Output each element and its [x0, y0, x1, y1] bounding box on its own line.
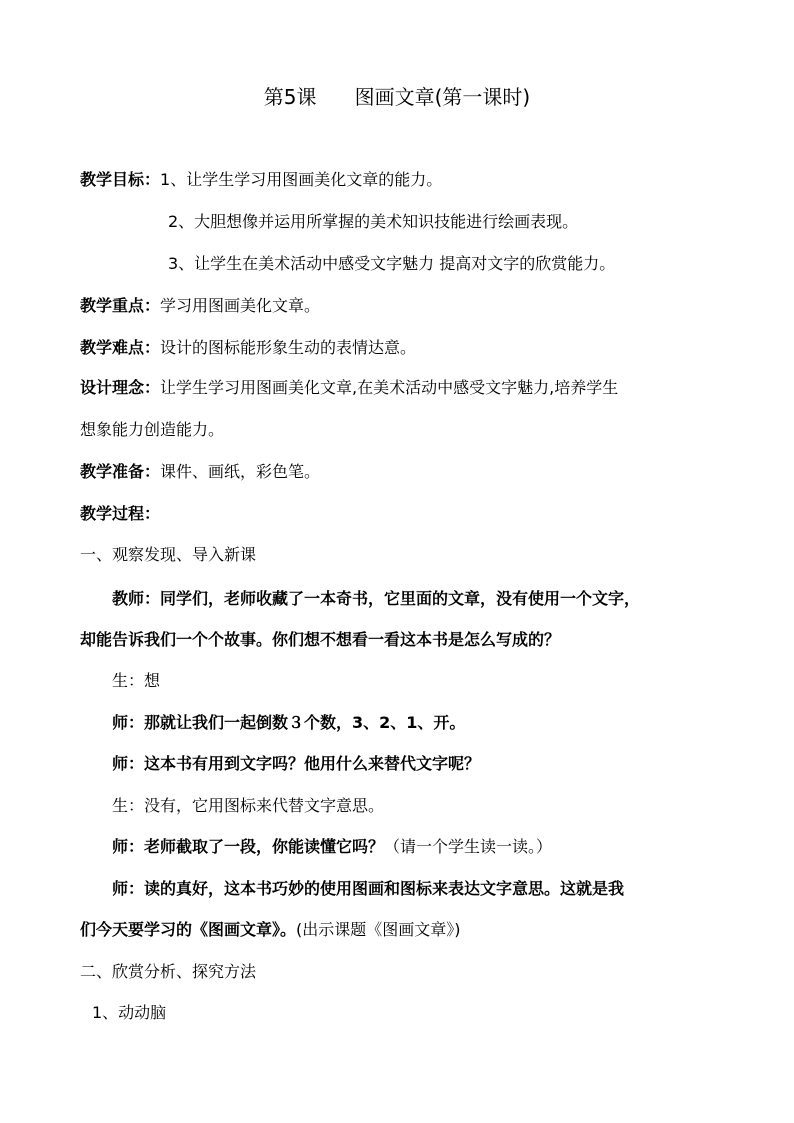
concept-text-2: 想象能力创造能力。 [80, 420, 225, 439]
key-point-line [80, 294, 720, 318]
goals-item-1: 1、让学生学习用图画美化文章的能力。 [160, 170, 443, 189]
goals-line-1 [80, 168, 720, 192]
section-1-heading: 一、观察发现、导入新课 [80, 545, 257, 564]
section-2-heading: 二、欣赏分析、探究方法 [80, 962, 257, 981]
process-label: 教学过程： [80, 504, 161, 523]
dialog-teacher-1a: 教师：同学们，老师收藏了一本奇书，它里面的文章，没有使用一个文字， [112, 589, 641, 608]
goals-item-3: 3、让学生在美术活动中感受文字魅力 提高对文字的欣赏能力。 [168, 254, 616, 273]
concept-line-1 [80, 376, 720, 400]
key-point-text: 学习用图画美化文章。 [160, 296, 321, 315]
dialog-teacher-4 [112, 835, 732, 859]
preparation-line [80, 460, 720, 484]
preparation-text: 课件、画纸，彩色笔。 [160, 462, 321, 481]
dialog-teacher-4-bold: 师：老师截取了一段，你能读懂它吗？ [112, 837, 385, 856]
goals-item-2: 2、大胆想像并运用所掌握的美术知识技能进行绘画表现。 [168, 212, 579, 231]
dialog-student-2: 生：没有，它用图标来代替文字意思。 [112, 796, 385, 815]
difficulty-line [80, 336, 720, 360]
dialog-teacher-5b-bold: 们今天要学习的《图画文章》。 [80, 920, 297, 939]
dialog-teacher-5a: 师：读的真好，这本书巧妙的使用图画和图标来表达文字意思。这就是我 [112, 879, 625, 898]
dialog-student-1: 生：想 [112, 671, 161, 690]
dialog-teacher-2: 师：那就让我们一起倒数３个数，3、2、1、开。 [112, 713, 466, 732]
dialog-teacher-5b [80, 918, 720, 942]
concept-text-1: 让学生学习用图画美化文章,在美术活动中感受文字魅力,培养学生 [160, 378, 619, 397]
subsection-1-heading: 1、动动脑 [92, 1003, 167, 1022]
dialog-teacher-3: 师：这本书有用到文字吗？他用什么来替代文字呢？ [112, 754, 481, 773]
preparation-label: 教学准备： [80, 462, 161, 481]
concept-label: 设计理念： [80, 378, 161, 397]
dialog-teacher-5b-normal: (出示课题《图画文章》) [296, 920, 461, 939]
key-point-label: 教学重点： [80, 296, 161, 315]
goals-label: 教学目标： [80, 170, 161, 189]
lesson-title: 第5课 图画文章(第一课时) [263, 85, 531, 109]
dialog-teacher-4-normal: （请一个学生读一读。） [384, 837, 553, 856]
difficulty-text: 设计的图标能形象生动的表情达意。 [160, 338, 417, 357]
dialog-teacher-1b: 却能告诉我们一个个故事。你们想不想看一看这本书是怎么写成的？ [80, 630, 561, 649]
difficulty-label: 教学难点： [80, 338, 161, 357]
